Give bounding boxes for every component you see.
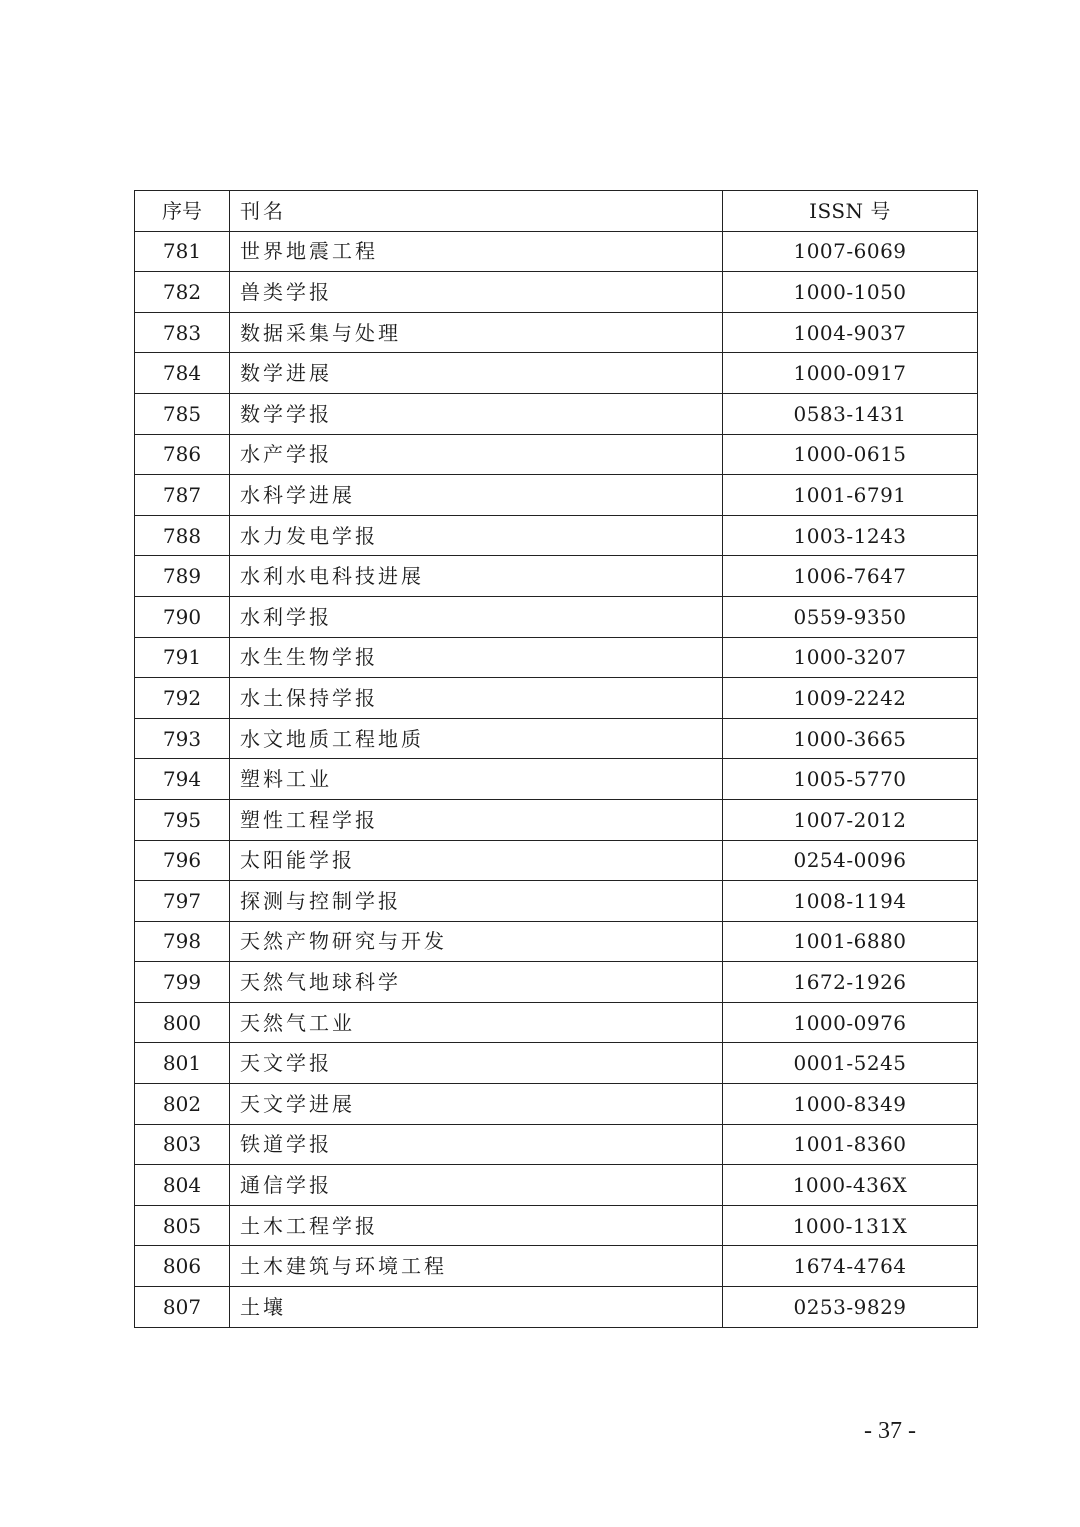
table-row	[135, 312, 978, 353]
table-row	[135, 759, 978, 800]
journal-name-cell: 天然气地球科学	[230, 962, 723, 1003]
journal-name-cell: 通信学报	[230, 1165, 723, 1206]
serial-number-cell: 788	[135, 515, 230, 556]
table-row	[135, 678, 978, 719]
serial-number-cell: 799	[135, 962, 230, 1003]
journal-name-cell: 探测与控制学报	[230, 881, 723, 922]
journal-name-cell: 数学学报	[230, 393, 723, 434]
table-row	[135, 393, 978, 434]
journal-name-cell: 天文学报	[230, 1043, 723, 1084]
header-serial-number: 序号	[135, 191, 230, 232]
issn-cell: 1003-1243	[723, 515, 978, 556]
serial-number-cell: 803	[135, 1124, 230, 1165]
issn-cell: 1000-0917	[723, 353, 978, 394]
issn-cell: 1000-8349	[723, 1084, 978, 1125]
journal-name-cell: 天文学进展	[230, 1084, 723, 1125]
journal-name-cell: 土壤	[230, 1287, 723, 1328]
journal-name-cell: 水文地质工程地质	[230, 718, 723, 759]
serial-number-cell: 783	[135, 312, 230, 353]
serial-number-cell: 791	[135, 637, 230, 678]
table-row	[135, 637, 978, 678]
issn-cell: 1006-7647	[723, 556, 978, 597]
table-row	[135, 718, 978, 759]
serial-number-cell: 797	[135, 881, 230, 922]
journal-name-cell: 土木工程学报	[230, 1205, 723, 1246]
journal-name-cell: 水产学报	[230, 434, 723, 475]
serial-number-cell: 795	[135, 799, 230, 840]
issn-cell: 0001-5245	[723, 1043, 978, 1084]
journal-list-table	[134, 190, 978, 1328]
issn-cell: 1005-5770	[723, 759, 978, 800]
serial-number-cell: 782	[135, 272, 230, 313]
table-header-row	[135, 191, 978, 232]
journal-name-cell: 天然产物研究与开发	[230, 921, 723, 962]
journal-name-cell: 数据采集与处理	[230, 312, 723, 353]
issn-cell: 1000-436X	[723, 1165, 978, 1206]
serial-number-cell: 790	[135, 596, 230, 637]
journal-name-cell: 水利水电科技进展	[230, 556, 723, 597]
table-row	[135, 1246, 978, 1287]
serial-number-cell: 792	[135, 678, 230, 719]
table-row	[135, 596, 978, 637]
journal-name-cell: 水力发电学报	[230, 515, 723, 556]
journal-name-cell: 太阳能学报	[230, 840, 723, 881]
table-row	[135, 1002, 978, 1043]
journal-name-cell: 水科学进展	[230, 475, 723, 516]
issn-cell: 1007-2012	[723, 799, 978, 840]
issn-cell: 1000-0615	[723, 434, 978, 475]
issn-cell: 1674-4764	[723, 1246, 978, 1287]
journal-name-cell: 塑料工业	[230, 759, 723, 800]
serial-number-cell: 784	[135, 353, 230, 394]
issn-cell: 1004-9037	[723, 312, 978, 353]
journal-name-cell: 水土保持学报	[230, 678, 723, 719]
serial-number-cell: 805	[135, 1205, 230, 1246]
table-row	[135, 272, 978, 313]
issn-cell: 1001-6791	[723, 475, 978, 516]
serial-number-cell: 802	[135, 1084, 230, 1125]
journal-name-cell: 铁道学报	[230, 1124, 723, 1165]
table-row	[135, 556, 978, 597]
table-row	[135, 231, 978, 272]
table-row	[135, 962, 978, 1003]
table-row	[135, 1124, 978, 1165]
serial-number-cell: 801	[135, 1043, 230, 1084]
serial-number-cell: 786	[135, 434, 230, 475]
table-row	[135, 1205, 978, 1246]
journal-name-cell: 天然气工业	[230, 1002, 723, 1043]
table-row	[135, 1287, 978, 1328]
serial-number-cell: 793	[135, 718, 230, 759]
issn-cell: 0583-1431	[723, 393, 978, 434]
issn-cell: 1008-1194	[723, 881, 978, 922]
issn-cell: 1000-3665	[723, 718, 978, 759]
journal-name-cell: 水生生物学报	[230, 637, 723, 678]
serial-number-cell: 804	[135, 1165, 230, 1206]
table-row	[135, 475, 978, 516]
journal-name-cell: 兽类学报	[230, 272, 723, 313]
issn-cell: 1000-131X	[723, 1205, 978, 1246]
page-number: - 37 -	[864, 1418, 916, 1444]
journal-name-cell: 数学进展	[230, 353, 723, 394]
serial-number-cell: 807	[135, 1287, 230, 1328]
issn-cell: 1672-1926	[723, 962, 978, 1003]
issn-cell: 1000-3207	[723, 637, 978, 678]
serial-number-cell: 794	[135, 759, 230, 800]
table-row	[135, 799, 978, 840]
issn-cell: 1000-0976	[723, 1002, 978, 1043]
issn-cell: 1007-6069	[723, 231, 978, 272]
serial-number-cell: 796	[135, 840, 230, 881]
header-issn: ISSN 号	[723, 191, 978, 232]
serial-number-cell: 785	[135, 393, 230, 434]
serial-number-cell: 800	[135, 1002, 230, 1043]
serial-number-cell: 781	[135, 231, 230, 272]
serial-number-cell: 806	[135, 1246, 230, 1287]
issn-cell: 0254-0096	[723, 840, 978, 881]
issn-cell: 0559-9350	[723, 596, 978, 637]
issn-cell: 1001-8360	[723, 1124, 978, 1165]
journal-name-cell: 水利学报	[230, 596, 723, 637]
table-row	[135, 881, 978, 922]
table-row	[135, 840, 978, 881]
table-body	[135, 231, 978, 1327]
serial-number-cell: 787	[135, 475, 230, 516]
table-row	[135, 921, 978, 962]
table-row	[135, 515, 978, 556]
table-row	[135, 1165, 978, 1206]
serial-number-cell: 789	[135, 556, 230, 597]
journal-name-cell: 土木建筑与环境工程	[230, 1246, 723, 1287]
header-journal-name: 刊名	[230, 191, 723, 232]
journal-name-cell: 塑性工程学报	[230, 799, 723, 840]
issn-cell: 0253-9829	[723, 1287, 978, 1328]
table-row	[135, 1084, 978, 1125]
serial-number-cell: 798	[135, 921, 230, 962]
table-row	[135, 353, 978, 394]
issn-cell: 1000-1050	[723, 272, 978, 313]
issn-cell: 1009-2242	[723, 678, 978, 719]
table-row	[135, 1043, 978, 1084]
journal-name-cell: 世界地震工程	[230, 231, 723, 272]
issn-cell: 1001-6880	[723, 921, 978, 962]
table-row	[135, 434, 978, 475]
